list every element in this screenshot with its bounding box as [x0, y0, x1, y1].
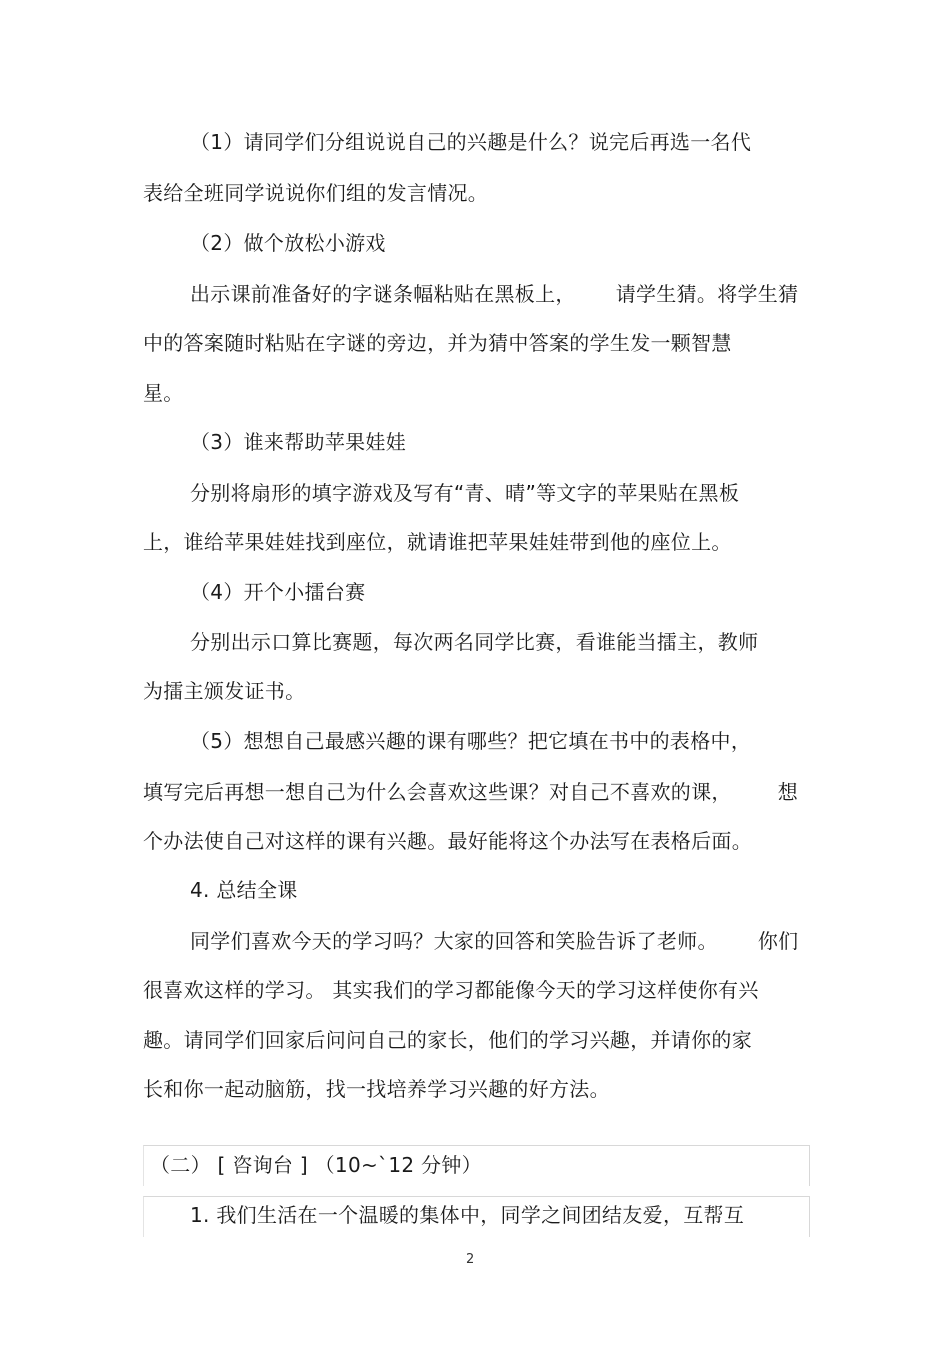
subheading: （3）谁来帮助苹果娃娃 [190, 430, 407, 454]
paragraph-line: 中的答案随时粘贴在字谜的旁边，并为猜中答案的学生发一颗智慧 [143, 331, 732, 355]
paragraph-line: （5）想想自己最感兴趣的课有哪些？把它填在书中的表格中， [190, 729, 752, 753]
paragraph-line [190, 280, 798, 308]
section-heading: （二） [ 咨询台 ] （10~`12 分钟） [150, 1153, 482, 1177]
section-heading: 4. 总结全课 [190, 878, 298, 902]
paragraph-fragment: 填写完后再想一想自己为什么会喜欢这些课？对自己不喜欢的课， [143, 780, 732, 804]
subheading: （2）做个放松小游戏 [190, 231, 386, 255]
paragraph-line: 个办法使自己对这样的课有兴趣。最好能将这个办法写在表格后面。 [143, 829, 752, 853]
paragraph-line: 为擂主颁发证书。 [143, 679, 306, 703]
paragraph-line: 很喜欢这样的学习。 其实我们的学习都能像今天的学习这样使你有兴 [143, 978, 759, 1002]
page-number: 2 [466, 1252, 475, 1267]
paragraph-fragment: 同学们喜欢今天的学习吗？大家的回答和笑脸告诉了老师。 [190, 929, 718, 953]
paragraph-fragment: 想 [777, 780, 799, 804]
paragraph-fragment: 你们 [757, 929, 799, 953]
paragraph-fragment: 出示课前准备好的字谜条幅粘贴在黑板上， [190, 282, 576, 306]
paragraph-line: （1）请同学们分组说说自己的兴趣是什么？说完后再选一名代 [190, 130, 752, 154]
paragraph-line: 长和你一起动脑筋，找一找培养学习兴趣的好方法。 [143, 1077, 610, 1101]
paragraph-line: 分别将扇形的填字游戏及写有“青、晴”等文字的苹果贴在黑板 [190, 481, 740, 505]
paragraph-line: 分别出示口算比赛题，每次两名同学比赛，看谁能当擂主，教师 [190, 630, 759, 654]
paragraph-line: 上，谁给苹果娃娃找到座位，就请谁把苹果娃娃带到他的座位上。 [143, 530, 732, 554]
subheading: （4）开个小擂台赛 [190, 580, 366, 604]
paragraph-line [143, 778, 798, 806]
paragraph-line: 星。 [143, 381, 184, 405]
paragraph-line: 表给全班同学说说你们组的发言情况。 [143, 181, 489, 205]
paragraph-fragment: 请学生猜。将学生猜 [615, 282, 799, 306]
paragraph-line: 趣。请同学们回家后问问自己的家长，他们的学习兴趣，并请你的家 [143, 1028, 752, 1052]
paragraph-line [190, 927, 798, 955]
list-item: 1. 我们生活在一个温暖的集体中，同学之间团结友爱，互帮互 [190, 1203, 745, 1227]
